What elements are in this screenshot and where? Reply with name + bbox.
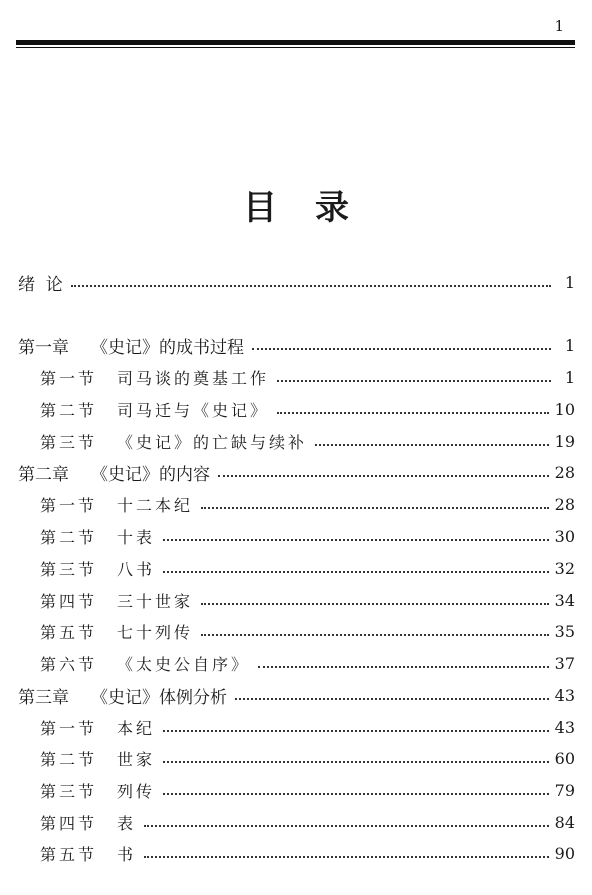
toc-entry-title: 表 — [117, 813, 137, 833]
page-number: 1 — [554, 17, 564, 35]
toc-entry-number: 第一节 — [40, 718, 98, 738]
toc-section — [40, 361, 575, 393]
toc-entry-number: 第五节 — [40, 622, 98, 642]
toc-entry-page: 28 — [554, 494, 575, 514]
toc-entry-number: 第一节 — [40, 368, 98, 388]
toc-entry-page: 37 — [554, 653, 575, 673]
dot-leader — [218, 475, 549, 477]
toc-entry-page: 34 — [554, 590, 575, 610]
toc-section — [40, 647, 575, 679]
dot-leader — [163, 761, 549, 763]
toc-entry-title: 《太史公自序》 — [117, 654, 251, 674]
toc-entry-number: 绪 论 — [18, 274, 63, 295]
toc-entry-page: 43 — [554, 717, 575, 737]
toc-chapter — [18, 456, 575, 488]
toc-section — [40, 425, 575, 457]
page-title: 目录 — [243, 188, 387, 228]
dot-leader — [144, 825, 549, 827]
toc-section — [40, 711, 575, 743]
toc-entry-page: 43 — [554, 685, 575, 705]
dot-leader — [163, 793, 549, 795]
toc-entry-number: 第五节 — [40, 844, 98, 864]
toc-entry-page: 28 — [554, 462, 575, 482]
toc-entry-page: 79 — [554, 780, 575, 800]
toc-entry-number: 第六节 — [40, 654, 98, 674]
dot-leader — [277, 380, 551, 382]
toc-entry-page: 60 — [554, 748, 575, 768]
toc-entry-title: 《史记》的亡缺与续补 — [117, 432, 308, 452]
toc-entry-number: 第四节 — [40, 591, 98, 611]
toc-entry-page: 1 — [564, 272, 575, 292]
toc-entry-number: 第三节 — [40, 432, 98, 452]
toc-entry-title: 列传 — [117, 781, 156, 801]
toc-chapter — [18, 329, 575, 361]
dot-leader — [163, 539, 549, 541]
toc-section — [40, 774, 575, 806]
toc-entry-number: 第四节 — [40, 813, 98, 833]
dot-leader — [252, 348, 551, 350]
toc-entry-title: 司马迁与《史记》 — [117, 400, 270, 420]
dot-leader — [315, 444, 549, 446]
dot-leader — [144, 856, 549, 858]
dot-leader — [71, 285, 551, 287]
toc-chapter — [18, 679, 575, 711]
toc-entry-page: 84 — [554, 812, 575, 832]
toc-section — [40, 837, 575, 869]
toc-entry-title: 三十世家 — [117, 591, 194, 611]
toc-entry-number: 第三节 — [40, 781, 98, 801]
toc-entry-title: 七十列传 — [117, 622, 194, 642]
header-rule-thin — [16, 47, 575, 48]
toc-entry-title: 《史记》的内容 — [91, 464, 210, 485]
toc-entry-page: 1 — [564, 335, 575, 355]
toc-section — [40, 488, 575, 520]
dot-leader — [201, 634, 549, 636]
toc-entry-title: 八书 — [117, 559, 156, 579]
toc-section — [40, 806, 575, 838]
toc-entry-page: 19 — [554, 431, 575, 451]
toc-entry-number: 第三节 — [40, 559, 98, 579]
toc-entry-number: 第一章 — [18, 337, 69, 358]
toc-entry-title: 十表 — [117, 527, 156, 547]
toc-section — [40, 393, 575, 425]
dot-leader — [163, 730, 549, 732]
toc-entry-title: 《史记》的成书过程 — [91, 337, 244, 358]
toc-entry-page: 10 — [554, 399, 575, 419]
dot-leader — [201, 603, 549, 605]
toc-entry-number: 第二节 — [40, 527, 98, 547]
dot-leader — [277, 412, 549, 414]
dot-leader — [235, 698, 549, 700]
toc-entry-number: 第一节 — [40, 495, 98, 515]
toc-entry-page: 30 — [554, 526, 575, 546]
toc-entry-title: 书 — [117, 844, 137, 864]
toc-entry-page: 32 — [554, 558, 575, 578]
toc-entry-title: 《史记》体例分析 — [91, 687, 227, 708]
toc-entry-title: 司马谈的奠基工作 — [117, 368, 270, 388]
toc-section — [40, 520, 575, 552]
dot-leader — [201, 507, 549, 509]
toc-section — [40, 615, 575, 647]
toc-entry-title: 本纪 — [117, 718, 156, 738]
toc-section — [40, 742, 575, 774]
toc-entry-title: 十二本纪 — [117, 495, 194, 515]
toc-section — [40, 552, 575, 584]
toc-entry-number: 第二节 — [40, 400, 98, 420]
toc-entry-page: 1 — [564, 367, 575, 387]
toc-entry-page: 35 — [554, 621, 575, 641]
header-rule-thick — [16, 40, 575, 45]
toc-entry-page: 90 — [554, 843, 575, 863]
toc-chapter — [18, 266, 575, 298]
toc-entry-number: 第三章 — [18, 687, 69, 708]
toc-section — [40, 584, 575, 616]
dot-leader — [163, 571, 549, 573]
toc-entry-number: 第二章 — [18, 464, 69, 485]
toc-entry-title: 世家 — [117, 749, 156, 769]
toc-entry-number: 第二节 — [40, 749, 98, 769]
dot-leader — [258, 666, 549, 668]
